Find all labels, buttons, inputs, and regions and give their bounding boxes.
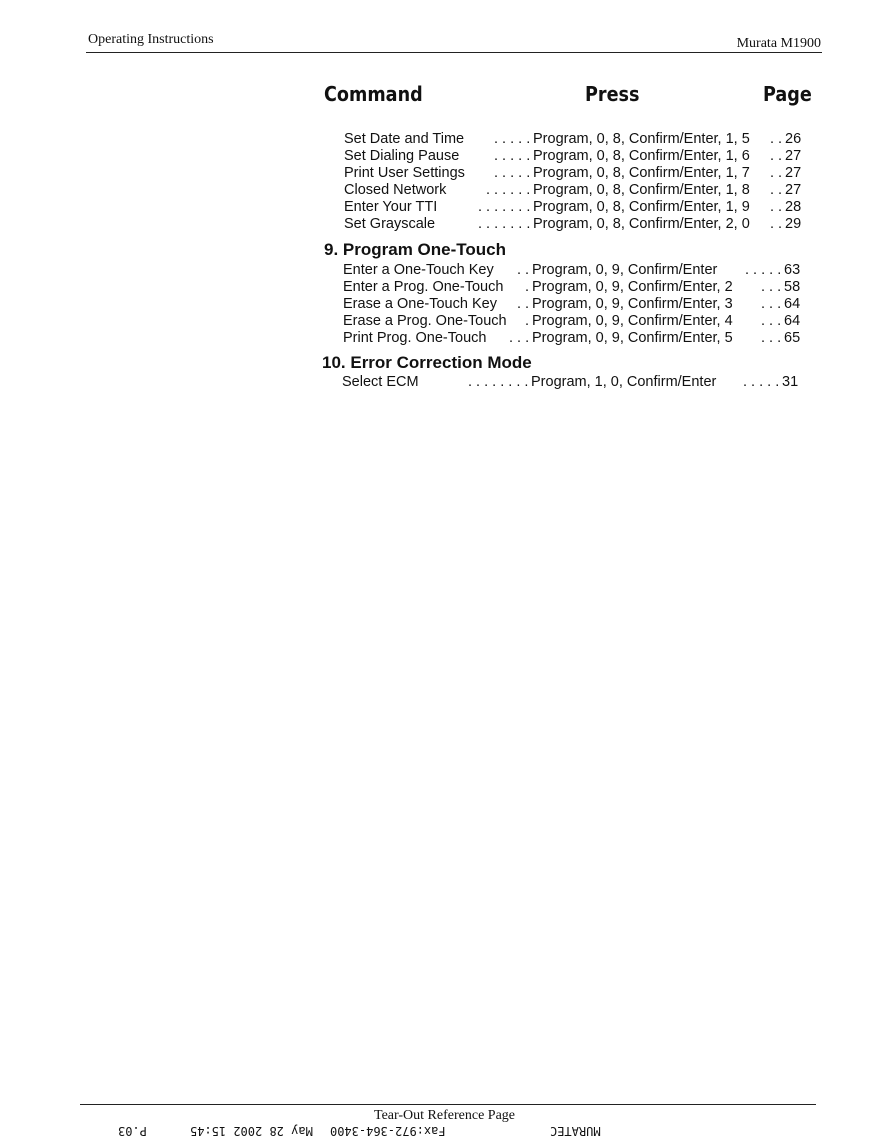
leader-dots: . . . . . . [486,182,531,198]
leader-dots: . . [770,216,783,232]
leader-dots: . [525,313,530,329]
leader-dots: . [525,279,530,295]
page-number-cell: 63 [784,262,801,278]
page-number-cell: 64 [784,313,801,329]
leader-dots: . . . [761,279,782,295]
section-heading-10: 10. Error Correction Mode [322,353,532,372]
press-cell: Program, 1, 0, Confirm/Enter [531,374,717,390]
command-cell: Enter a One-Touch Key [343,262,494,278]
command-cell: Enter Your TTI [344,199,438,215]
page-number-cell: 58 [784,279,801,295]
fax-header-date: May 28 2002 15:45 [190,1124,313,1138]
page-number-cell: 64 [784,296,801,312]
fax-header-number: Fax:972-364-3400 [330,1124,446,1138]
table-row [0,330,893,347]
press-cell: Program, 0, 8, Confirm/Enter, 1, 8 [533,182,750,198]
leader-dots: . . . . . [494,165,531,181]
table-row [0,182,893,199]
leader-dots: . . . [761,330,782,346]
leader-dots: . . . . . . . [478,216,531,232]
leader-dots: . . . [761,296,782,312]
leader-dots: . . . [761,313,782,329]
command-cell: Set Date and Time [344,131,465,147]
column-heading-press: Press [585,82,640,106]
command-cell: Print Prog. One-Touch [343,330,487,346]
command-cell: Closed Network [344,182,447,198]
header-rule [86,52,822,53]
leader-dots: . . . . . [494,131,531,147]
page-number-cell: 65 [784,330,801,346]
page-number-cell: 27 [785,148,802,164]
table-row [0,313,893,330]
fax-header-sender: MURATEC [550,1124,601,1138]
leader-dots: . . [770,131,783,147]
table-row [0,165,893,182]
leader-dots: . . [770,199,783,215]
command-cell: Select ECM [342,374,419,390]
table-row [0,148,893,165]
table-row [0,131,893,148]
table-row [0,279,893,296]
section-heading-9: 9. Program One-Touch [324,240,506,259]
leader-dots: . . [517,296,530,312]
press-cell: Program, 0, 9, Confirm/Enter, 4 [532,313,733,329]
table-row [0,296,893,313]
leader-dots: . . . . . . . [478,199,531,215]
table-row [0,216,893,233]
command-cell: Enter a Prog. One-Touch [343,279,504,295]
press-cell: Program, 0, 8, Confirm/Enter, 2, 0 [533,216,750,232]
press-cell: Program, 0, 9, Confirm/Enter, 5 [532,330,733,346]
press-cell: Program, 0, 8, Confirm/Enter, 1, 9 [533,199,750,215]
page-number-cell: 27 [785,165,802,181]
page-number-cell: 28 [785,199,802,215]
leader-dots: . . [770,165,783,181]
leader-dots: . . . . . [745,262,782,278]
leader-dots: . . . . . . . . [468,374,529,390]
fax-header-page: P.03 [118,1124,147,1138]
leader-dots: . . . [509,330,530,346]
leader-dots: . . . . . [494,148,531,164]
header-model-name: Murata M1900 [736,36,821,51]
footer-rule [80,1104,816,1105]
command-cell: Set Grayscale [344,216,436,232]
leader-dots: . . [770,182,783,198]
page-number-cell: 27 [785,182,802,198]
table-row [0,374,893,391]
header-doc-title: Operating Instructions [88,32,214,47]
column-heading-command: Command [324,82,423,106]
command-cell: Erase a Prog. One-Touch [343,313,507,329]
press-cell: Program, 0, 9, Confirm/Enter [532,262,718,278]
press-cell: Program, 0, 9, Confirm/Enter, 2 [532,279,733,295]
page-number-cell: 29 [785,216,802,232]
page-number-cell: 31 [782,374,799,390]
footer-label: Tear-Out Reference Page [374,1108,515,1123]
press-cell: Program, 0, 9, Confirm/Enter, 3 [532,296,733,312]
press-cell: Program, 0, 8, Confirm/Enter, 1, 5 [533,131,750,147]
press-cell: Program, 0, 8, Confirm/Enter, 1, 6 [533,148,750,164]
page-number-cell: 26 [785,131,802,147]
press-cell: Program, 0, 8, Confirm/Enter, 1, 7 [533,165,750,181]
leader-dots: . . [770,148,783,164]
command-cell: Erase a One-Touch Key [343,296,497,312]
leader-dots: . . [517,262,530,278]
leader-dots: . . . . . [743,374,780,390]
column-heading-page: Page [763,82,812,106]
command-cell: Set Dialing Pause [344,148,460,164]
table-row [0,199,893,216]
table-row [0,262,893,279]
command-cell: Print User Settings [344,165,465,181]
